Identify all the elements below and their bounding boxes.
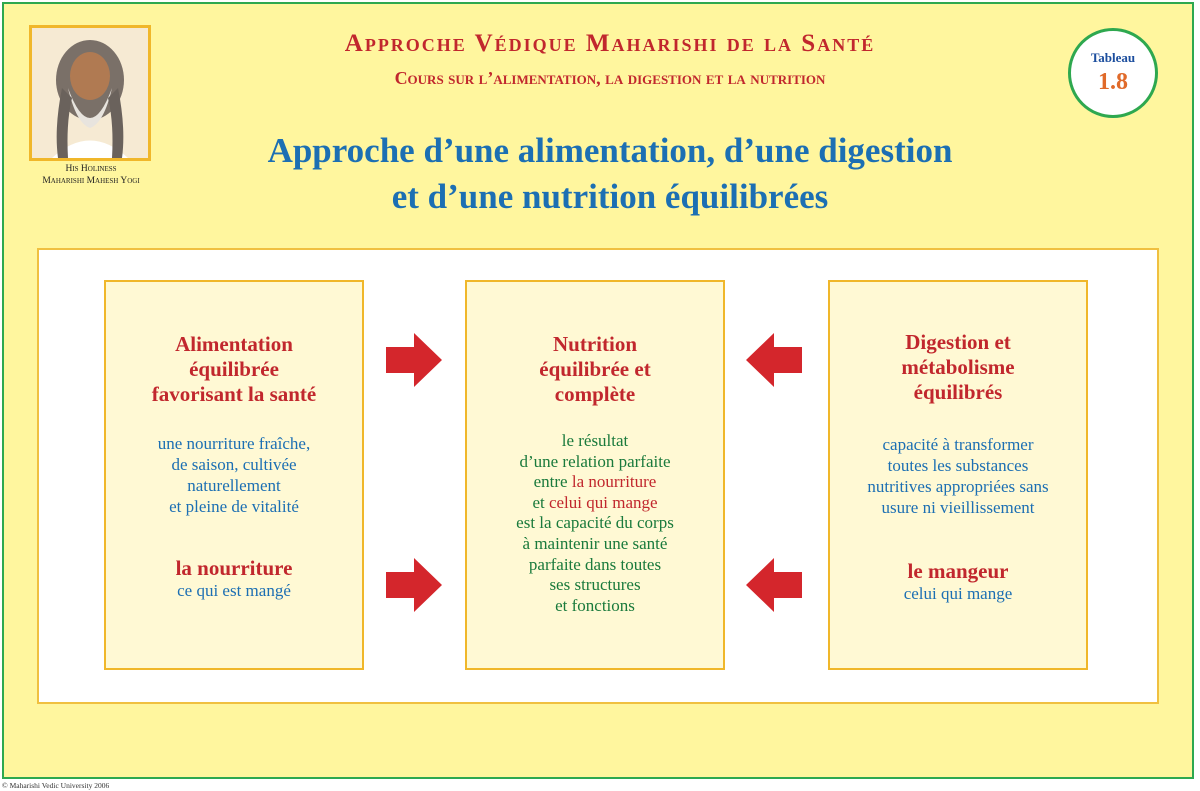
description-line: d’une relation parfaite [519,451,671,471]
description-line: nutritives appropriées sans [867,477,1049,496]
title-line: complète [554,382,636,406]
tableau-label: Tableau [1090,50,1136,65]
title-line: équilibrée et [539,357,651,381]
caption-title: His Holiness [65,164,117,174]
box-description [467,431,723,616]
description-line [467,493,723,514]
portrait-photo [29,25,151,161]
title-line: métabolisme [901,355,1015,379]
title-line: Digestion et [905,330,1011,354]
description-line: une nourriture fraîche, [157,434,311,453]
tableau-badge [1068,28,1158,118]
description-line: usure ni vieillissement [881,498,1035,517]
highlight-nourriture: la nourriture [571,472,657,492]
title-line-2: et d’une nutrition équilibrées [391,177,829,216]
description-line: et pleine de vitalité [169,497,299,516]
description-line: parfaite dans toutes [528,554,662,574]
title-line: équilibrée [189,357,279,381]
description-line: naturellement [187,476,281,495]
box-title [830,330,1086,405]
caption-name: Maharishi Mahesh Yogi [42,176,140,186]
title-line: favorisant la santé [151,382,317,406]
arrow-right-icon [386,558,442,612]
box-description [106,433,362,517]
copyright: © Maharishi Vedic University 2006 [2,781,110,790]
portrait-caption [10,163,172,187]
box-title [467,332,723,407]
description-line: de saison, cultivée [171,455,297,474]
box-nutrition [465,280,725,670]
page-title [180,128,1040,220]
box-alimentation [104,280,364,670]
portrait-image [32,28,148,158]
title-line: équilibrés [913,380,1003,404]
text-prefix: et [532,492,549,512]
header-subtitle: Cours sur l’alimentation, la digestion et la nutrition [394,68,826,88]
arrow-left-icon [746,333,802,387]
description-line: à maintenir une santé [522,533,668,553]
key-description: celui qui mange [903,584,1013,603]
key-term: le mangeur [907,559,1009,583]
title-line: Nutrition [553,332,637,356]
description-line: ses structures [549,575,641,595]
description-line [467,472,723,493]
arrow-right-icon [386,333,442,387]
header-title: Approche Védique Maharishi de la Santé [344,30,876,57]
box-title [106,332,362,407]
tableau-number: 1.8 [1098,69,1128,95]
description-line: capacité à transformer [882,435,1034,454]
title-line: Alimentation [175,332,293,356]
description-line: et fonctions [555,595,635,615]
description-line: toutes les substances [887,456,1029,475]
box-digestion [828,280,1088,670]
text-prefix: entre [533,472,572,492]
description-line: le résultat [561,431,629,450]
key-description: ce qui est mangé [177,581,291,600]
title-line-1: Approche d’une alimentation, d’une digestion [267,131,953,170]
key-term: la nourriture [175,556,293,580]
highlight-mangeur: celui qui mange [548,492,658,512]
description-line: est la capacité du corps [516,513,674,533]
box-description [830,434,1086,518]
arrow-left-icon [746,558,802,612]
